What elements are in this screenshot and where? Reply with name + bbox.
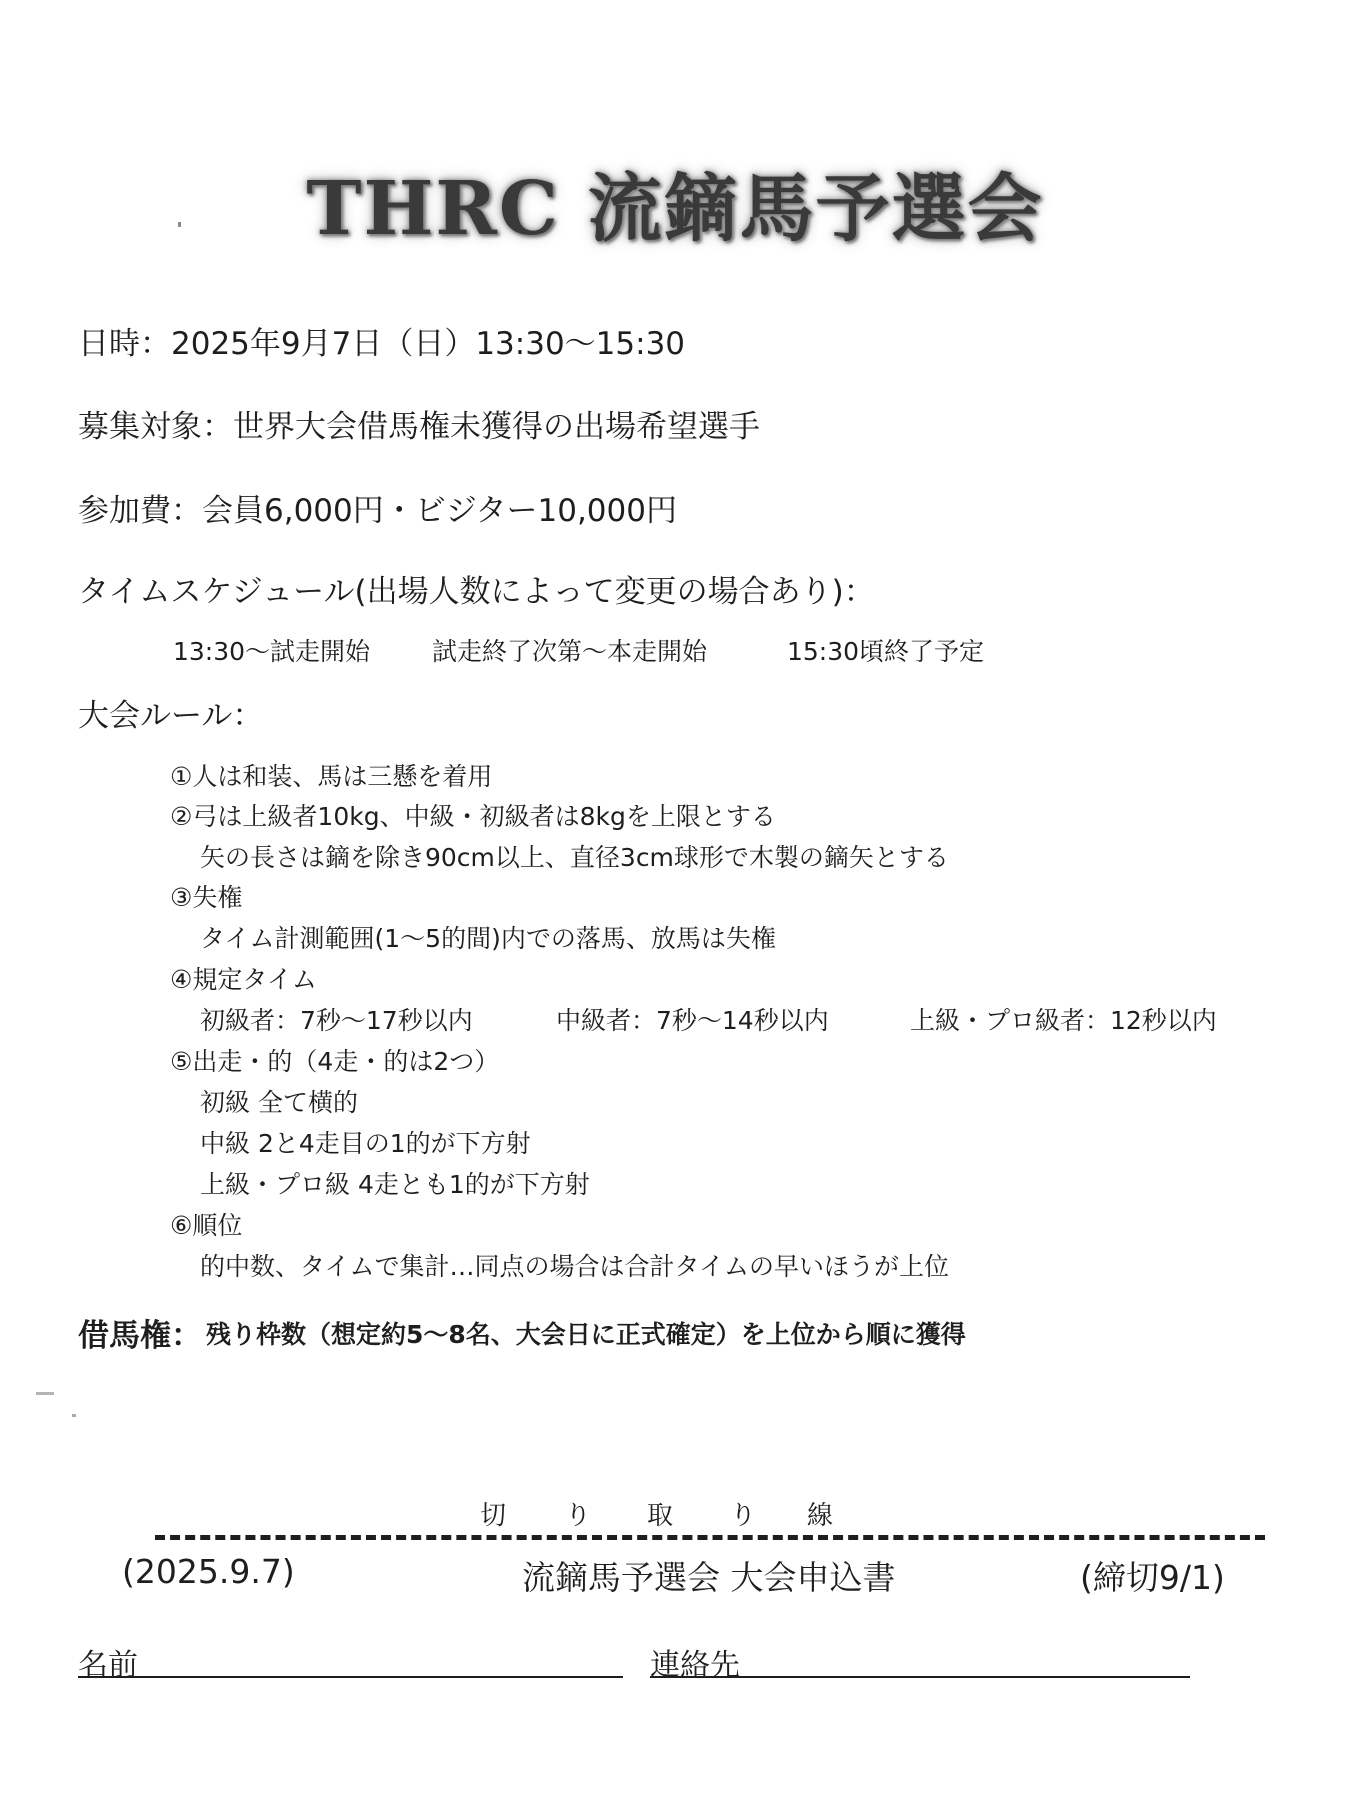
cut-line (155, 1535, 1265, 1540)
rule-5: ⑤出走・的（4走・的は2つ） (170, 1047, 500, 1076)
loan-rights-label: 借馬権： (78, 1318, 202, 1354)
rule-6-detail: 的中数、タイムで集計…同点の場合は合計タイムの早いほうが上位 (200, 1252, 950, 1281)
schedule-item-trial-start: 13:30〜試走開始 (173, 637, 371, 666)
cut-line-char: 切 (480, 1501, 507, 1531)
contact-field-label: 連絡先 (650, 1648, 740, 1683)
scan-speck (72, 1414, 76, 1417)
rule-4-beginner: 初級者：7秒〜17秒以内 (200, 1006, 473, 1035)
name-field-label: 名前 (78, 1648, 138, 1683)
rule-3: ③失権 (170, 883, 243, 912)
rule-5-advanced: 上級・プロ級 4走とも1的が下方射 (200, 1170, 590, 1199)
rule-5-middle: 中級 2と4走目の1的が下方射 (200, 1129, 531, 1158)
rule-1: ①人は和装、馬は三懸を着用 (170, 762, 493, 791)
cut-line-char: り (730, 1501, 757, 1531)
name-field-line[interactable] (78, 1676, 623, 1678)
rule-2-detail: 矢の長さは鏑を除き90cm以上、直径3cm球形で木製の鏑矢とする (200, 843, 949, 872)
cut-line-char: り (565, 1501, 592, 1531)
loan-rights-text: 残り枠数（想定約5〜8名、大会日に正式確定）を上位から順に獲得 (206, 1320, 966, 1349)
page-title: THRC 流鏑馬予選会 (306, 166, 1044, 252)
rules-heading: 大会ルール： (78, 698, 264, 734)
schedule-item-main-start: 試走終了次第〜本走開始 (432, 637, 708, 666)
rule-4-advanced: 上級・プロ級者：12秒以内 (910, 1006, 1217, 1035)
form-date: (2025.9.7) (122, 1552, 295, 1591)
rule-4: ④規定タイム (170, 965, 317, 994)
form-deadline: (締切9/1) (1080, 1558, 1225, 1597)
contact-field-line[interactable] (650, 1676, 1190, 1678)
cut-line-char: 取 (647, 1501, 674, 1531)
rule-4-middle: 中級者：7秒〜14秒以内 (556, 1006, 829, 1035)
schedule-heading: タイムスケジュール(出場人数によって変更の場合あり)： (78, 574, 875, 610)
scan-speck (36, 1392, 54, 1395)
cut-line-char: 線 (807, 1501, 834, 1531)
eligibility: 募集対象：世界大会借馬権未獲得の出場希望選手 (78, 409, 760, 445)
schedule-item-end: 15:30頃終了予定 (787, 637, 985, 666)
rule-2: ②弓は上級者10kg、中級・初級者は8kgを上限とする (170, 802, 776, 831)
entry-fee: 参加費：会員6,000円・ビジター10,000円 (78, 493, 677, 529)
event-datetime: 日時：2025年9月7日（日）13:30〜15:30 (78, 326, 686, 362)
rule-3-detail: タイム計測範囲(1〜5的間)内での落馬、放馬は失権 (200, 924, 776, 953)
rule-6: ⑥順位 (170, 1211, 243, 1240)
form-title: 流鏑馬予選会 大会申込書 (522, 1558, 896, 1597)
scan-speck (178, 222, 181, 227)
rule-5-beginner: 初級 全て横的 (200, 1088, 358, 1117)
